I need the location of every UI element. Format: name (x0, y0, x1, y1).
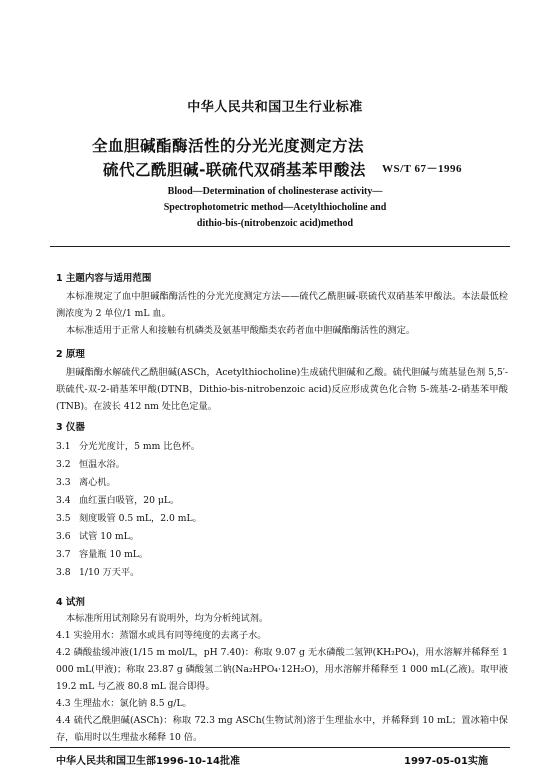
implementation-date: 1997-05-01实施 (404, 756, 488, 767)
document-title-line1: 全血胆碱酯酶活性的分光光度测定方法 (92, 137, 365, 155)
instrument-item: 3.3 离心机。 (56, 477, 116, 488)
instrument-item: 3.2 恒温水浴。 (56, 459, 125, 470)
section-1-paragraph-2: 本标准适用于正常人和接触有机磷类及氨基甲酸酯类农药者血中胆碱酯酶活性的测定。 (66, 325, 416, 336)
section-2-paragraph: 胆碱酯酶水解硫代乙酰胆碱(ASCh，Acetylthiocholine)生成硫代胆碱和乙酸。硫代胆碱与巯基显色剂 5,5′-联硫代-双-2-硝基苯甲酸(DTNB，Dithio-bis-nitrobenzoic acid)反应形成黄色化合物 5-巯基-2-硝基苯甲酸(TNB)。在波长 412 nm 处比色定量。 (56, 367, 508, 412)
instrument-item: 3.1 分光光度计，5 mm 比色杯。 (56, 441, 200, 452)
standard-category: 中华人民共和国卫生行业标准 (187, 100, 363, 115)
section-1-paragraph-1: 本标准规定了血中胆碱酯酶活性的分光光度测定方法——硫代乙酰胆碱-联硫代双硝基苯甲酸法。本法最低检测浓度为 2 单位/1 mL 血。 (56, 291, 508, 319)
instrument-item: 3.7 容量瓶 10 mL。 (56, 549, 149, 560)
approval-line: 中华人民共和国卫生部1996-10-14批准 (56, 756, 240, 767)
section-1-heading: 1 主题内容与适用范围 (56, 273, 152, 284)
document-title-line2: 硫代乙酰胆碱-联硫代双硝基苯甲酸法 (103, 161, 366, 179)
section-2-heading: 2 原理 (56, 349, 85, 360)
reagent-4-2: 4.2 磷酸盐缓冲液(1/15 m mol/L，pH 7.40)：称取 9.07 g 无水磷酸二氢钾(KH₂PO₄)，用水溶解并稀释至 1 000 mL(甲液)；称取 23.87 g 磷酸氢二钠(Na₂HPO₄·12H₂O)，用水溶解并稀释至 1 000 mL(乙液)。取甲液 19.2 mL 与乙液 80.8 mL 混合即得。 (56, 647, 508, 692)
footer-divider (50, 747, 510, 748)
standard-code: WS/T 67－1996 (382, 163, 463, 175)
instrument-item: 3.4 血红蛋白吸管，20 μL。 (56, 495, 180, 506)
reagent-4-1: 4.1 实验用水：蒸馏水或具有同等纯度的去离子水。 (56, 630, 267, 641)
instrument-item: 3.5 刻度吸管 0.5 mL，2.0 mL。 (56, 513, 202, 524)
instrument-item: 3.8 1/10 万天平。 (56, 567, 140, 578)
header-divider (50, 246, 510, 247)
reagent-4-4: 4.4 硫代乙酰胆碱(ASCh)：称取 72.3 mg ASCh(生物试剂)溶于生理盐水中，并稀释到 10 mL；置冰箱中保存，临用时以生理盐水稀释 10 倍。 (56, 715, 508, 743)
instrument-item: 3.6 试管 10 mL。 (56, 531, 139, 542)
english-title-line2: Spectrophotometric method—Acetylthiocholine and (163, 202, 387, 213)
english-title-line1: Blood—Determination of cholinesterase activity— (167, 186, 383, 197)
section-4-intro: 本标准所用试剂除另有说明外，均为分析纯试剂。 (66, 613, 269, 624)
section-4-heading: 4 试剂 (56, 597, 85, 608)
reagent-4-3: 4.3 生理盐水：氯化钠 8.5 g/L。 (56, 698, 192, 709)
english-title-line3: dithio-bis-(nitrobenzoic acid)method (196, 218, 354, 229)
section-3-heading: 3 仪器 (56, 422, 85, 433)
